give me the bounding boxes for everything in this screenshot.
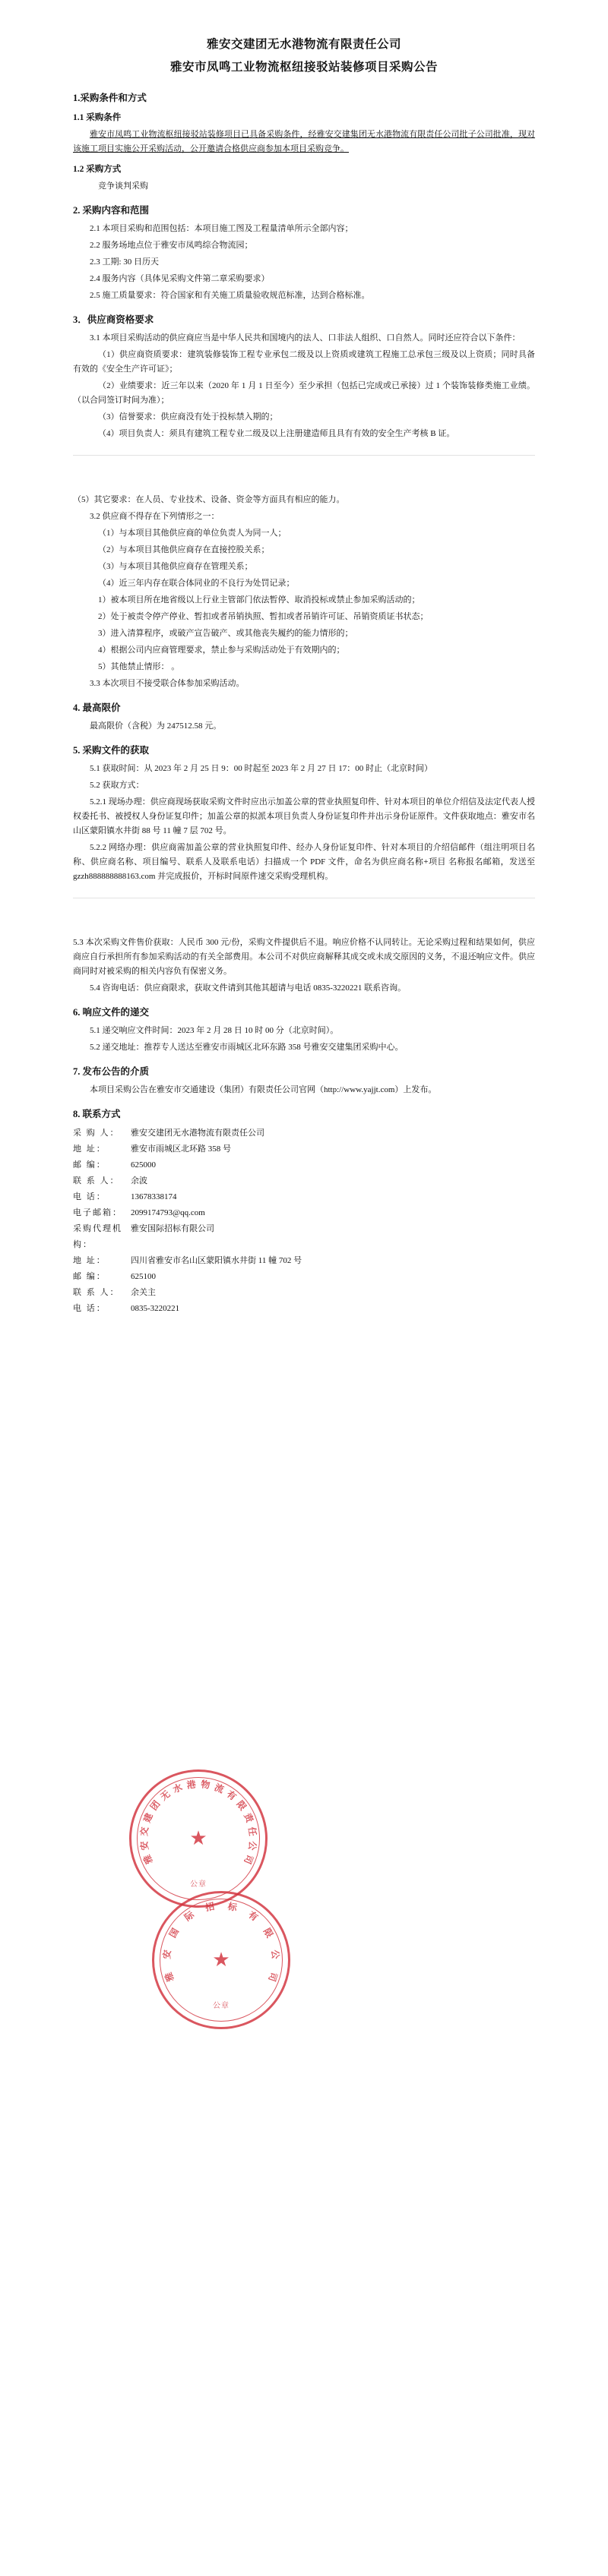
sheet-2 bbox=[0, 464, 608, 907]
paragraph-3-1-b: （2）业绩要求：近三年以来（2020 年 1 月 1 日至今）至少承担（包括已完成或已承接）过 1 个装饰装修类施工业绩。（以合同签订时间为准）； bbox=[73, 381, 535, 405]
page-separator-2 bbox=[73, 898, 535, 899]
contact-row-agency-zip: 邮 编： 625100 bbox=[73, 1272, 156, 1281]
section-heading-8: 8. 联系方式 bbox=[73, 1109, 121, 1119]
paragraph-3-2-4-5: 5）其他禁止情形： 。 bbox=[98, 662, 180, 671]
document-title-line-1: 雅安交建团无水港物流有限责任公司 bbox=[206, 38, 401, 51]
contact-row-agency-address: 地 址： 四川省雅安市名山区蒙阳镇水井街 11 幢 702 号 bbox=[73, 1256, 302, 1265]
page-separator-1 bbox=[73, 455, 535, 456]
contact-row-purchaser-name: 采 购 人： 雅安交建团无水港物流有限责任公司 bbox=[73, 1129, 264, 1138]
paragraph-3-1-c: （3）信誉要求：供应商没有处于投标禁入期的； bbox=[98, 412, 278, 421]
paragraph-3-2-4-2: 2）处于被责令停产停业、暂扣或者吊销执照、暂扣或者吊销许可证、吊销资质证书状态； bbox=[98, 612, 429, 621]
section-heading-7: 7. 发布公告的介质 bbox=[73, 1066, 150, 1077]
contact-row-purchaser-zip: 邮 编： 625000 bbox=[73, 1160, 156, 1170]
section-heading-6: 6. 响应文件的递交 bbox=[73, 1007, 150, 1018]
paragraph-3-2-4-3: 3）进入清算程序，或破产宣告破产、或其他丧失履约的能力情形的； bbox=[98, 629, 353, 638]
seal-arc-text-purchaser: 雅 安 交 建 团 无 水 港 物 流 有 限 责 任 公 司 bbox=[138, 1779, 258, 1866]
official-seal-purchaser bbox=[129, 1769, 268, 1908]
seal-star-icon: ★ bbox=[212, 1949, 230, 1971]
paragraph-3-2-1: （1）与本项目其他供应商的单位负责人为同一人； bbox=[98, 529, 287, 538]
paragraph-3-2-2: （2）与本项目其他供应商存在直接控股关系； bbox=[98, 545, 270, 554]
paragraph-3-2-4-4: 4）根据公司内应商管理要求，禁止参与采购活动处于有效期内的； bbox=[98, 646, 345, 655]
paragraph-7-1: 本项目采购公告在雅安市交通建设（集团）有限责任公司官网（http://www.yajjt.com）上发布。 bbox=[90, 1085, 437, 1094]
contact-row-agency-contact: 联 系 人： 余关主 bbox=[73, 1288, 156, 1297]
sheet-1 bbox=[0, 0, 608, 464]
contact-block bbox=[73, 1125, 535, 1317]
paragraph-6-1: 5.1 递交响应文件时间：2023 年 2 月 28 日 10 时 00 分（北京时间）。 bbox=[90, 1026, 339, 1035]
paragraph-1-1-1: 雅安市凤鸣工业物流枢纽接驳站装修项目已具备采购条件，经雅安交建集团无水港物流有限责任公司批子公司批准，现对该施工项目实施公开采购活动，公开邀请合格供应商参加本项目采购竞争。 bbox=[73, 130, 535, 153]
paragraph-5-3: 5.3 本次采购文件售价获取：人民币 300 元/份，采购文件提供后不退。响应价格不认同转让。无论采购过程和结果如何，供应商应自行承担所有参加采购活动的有关全部费用。本公司不对供应商解释其成交或未成交原因的义务，不退还响应文件。供应商同时对被采购的相关内容负有保密义务。 bbox=[73, 938, 535, 976]
seal-inner-ring bbox=[160, 1899, 283, 2022]
section-heading-1: 1.采购条件和方式 bbox=[73, 93, 147, 103]
document-title-line-2: 雅安市凤鸣工业物流枢纽接驳站装修项目采购公告 bbox=[169, 61, 438, 74]
paragraph-5-2: 5.2 获取方式： bbox=[90, 781, 144, 790]
paragraph-2-5: 2.5 施工质量要求：符合国家和有关施工质量验收规范标准，达到合格标准。 bbox=[90, 291, 370, 300]
official-seal-agency bbox=[152, 1891, 290, 2029]
paragraph-5-2-1: 5.2.1 现场办理：供应商现场获取采购文件时应出示加盖公章的营业执照复印件、针对本项目的单位介绍信及法定代表人授权委托书、被授权人身份证复印件；加盖公章的拟派本项目负责人身份证复印件并出示身份证原件。文件获取地点：雅安市名山区蒙阳镇水井街 88 号 11 幢 7 层 702 号。 bbox=[73, 797, 535, 835]
paragraph-3-1-e: （5）其它要求：在人员、专业技术、设备、资金等方面具有相应的能力。 bbox=[73, 495, 345, 504]
subsection-heading-1-1: 1.1 采购条件 bbox=[73, 113, 122, 122]
paragraph-3-2-4: （4）近三年内存在联合体同业的不良行为处罚记录； bbox=[98, 579, 295, 588]
contact-row-purchaser-email: 电子邮箱： 2099174793@qq.com bbox=[73, 1208, 205, 1217]
paragraph-1-2-1: 竞争谈判采购 bbox=[98, 182, 148, 191]
contact-row-purchaser-address: 地 址： 雅安市雨城区北环路 358 号 bbox=[73, 1144, 231, 1154]
contact-row-agency-name: 采购代理机构： 雅安国际招标有限公司 bbox=[73, 1224, 214, 1249]
paragraph-2-4: 2.4 服务内容（具体见采购文件第二章采购要求） bbox=[90, 274, 270, 283]
contact-row-purchaser-contact: 联 系 人： 余波 bbox=[73, 1176, 147, 1185]
paragraph-2-2: 2.2 服务场地点位于雅安市凤鸣综合物流园； bbox=[90, 241, 253, 250]
seal-bottom-text-purchaser: 公章 bbox=[190, 1880, 207, 1889]
section-heading-2: 2. 采购内容和范围 bbox=[73, 205, 150, 216]
paragraph-5-4: 5.4 咨询电话：供应商限求，获取文件请到其他其超请与电话 0835-3220221 联系咨询。 bbox=[90, 983, 407, 993]
paragraph-5-1: 5.1 获取时间：从 2023 年 2 月 25 日 9：00 时起至 2023 年 2 月 27 日 17：00 时止（北京时间） bbox=[90, 764, 432, 773]
paragraph-5-2-2: 5.2.2 网络办理：供应商需加盖公章的营业执照复印件、经办人身份证复印件、针对本项目的介绍信邮件（组注明项目名称、供应商名称、项目编号、联系人及联系电话）扫描成一个 PDF 文件，命名为供应商名称+项目 名称报名邮箱，发送至 gzzh888888888163.com 并完成报价，开标时间原件速交采购受理机构。 bbox=[73, 843, 535, 881]
paragraph-3-1-a: （1）供应商资质要求：建筑装修装饰工程专业承包二级及以上资质或建筑工程施工总承包三级及以上资质；同时具备有效的《安全生产许可证》； bbox=[73, 350, 535, 374]
paragraph-4-1: 最高限价（含税）为 247512.58 元。 bbox=[90, 721, 222, 731]
section-heading-3: 3．供应商资格要求 bbox=[73, 314, 154, 325]
paragraph-3-1-d: （4）项目负责人：须具有建筑工程专业二级及以上注册建造师且具有有效的安全生产考核 B 证。 bbox=[98, 429, 455, 438]
contact-row-agency-phone: 电 话： 0835-3220221 bbox=[73, 1304, 180, 1313]
seal-bottom-text-agency: 公章 bbox=[213, 2002, 230, 2010]
paragraph-3-3: 3.3 本次项目不接受联合体参加采购活动。 bbox=[90, 679, 245, 688]
paragraph-3-2-3: （3）与本项目其他供应商存在管理关系； bbox=[98, 562, 253, 571]
seal-star-icon: ★ bbox=[189, 1827, 207, 1849]
section-heading-5: 5. 采购文件的获取 bbox=[73, 745, 150, 756]
sheet-3 bbox=[0, 907, 608, 1347]
paragraph-3-1: 3.1 本项目采购活动的供应商应当是中华人民共和国境内的法人、口非法人组织、口自然人。同时还应符合以下条件： bbox=[90, 333, 521, 343]
paragraph-2-1: 2.1 本项目采购和范围包括：本项目施工图及工程量清单所示全部内容； bbox=[90, 224, 353, 233]
subsection-heading-1-2: 1.2 采购方式 bbox=[73, 165, 122, 174]
section-heading-4: 4. 最高限价 bbox=[73, 702, 121, 713]
paragraph-2-3: 2.3 工期: 30 日历天 bbox=[90, 257, 160, 267]
seal-inner-ring bbox=[137, 1777, 260, 1900]
paragraph-3-2-4-1: 1）被本项目所在地省级以上行业主管部门依法暂停、取消投标或禁止参加采购活动的； bbox=[98, 595, 420, 605]
contact-row-purchaser-phone: 电 话： 13678338174 bbox=[73, 1192, 177, 1201]
paragraph-3-2-head: 3.2 供应商不得存在下列情形之一： bbox=[90, 512, 220, 521]
paragraph-6-2: 5.2 递交地址：推荐专人送达至雅安市雨城区北环东路 358 号雅安交建集团采购中心。 bbox=[90, 1043, 404, 1052]
seal-arc-text-agency: 雅 安 国 际 招 标 有 限 公 司 bbox=[161, 1900, 281, 1983]
